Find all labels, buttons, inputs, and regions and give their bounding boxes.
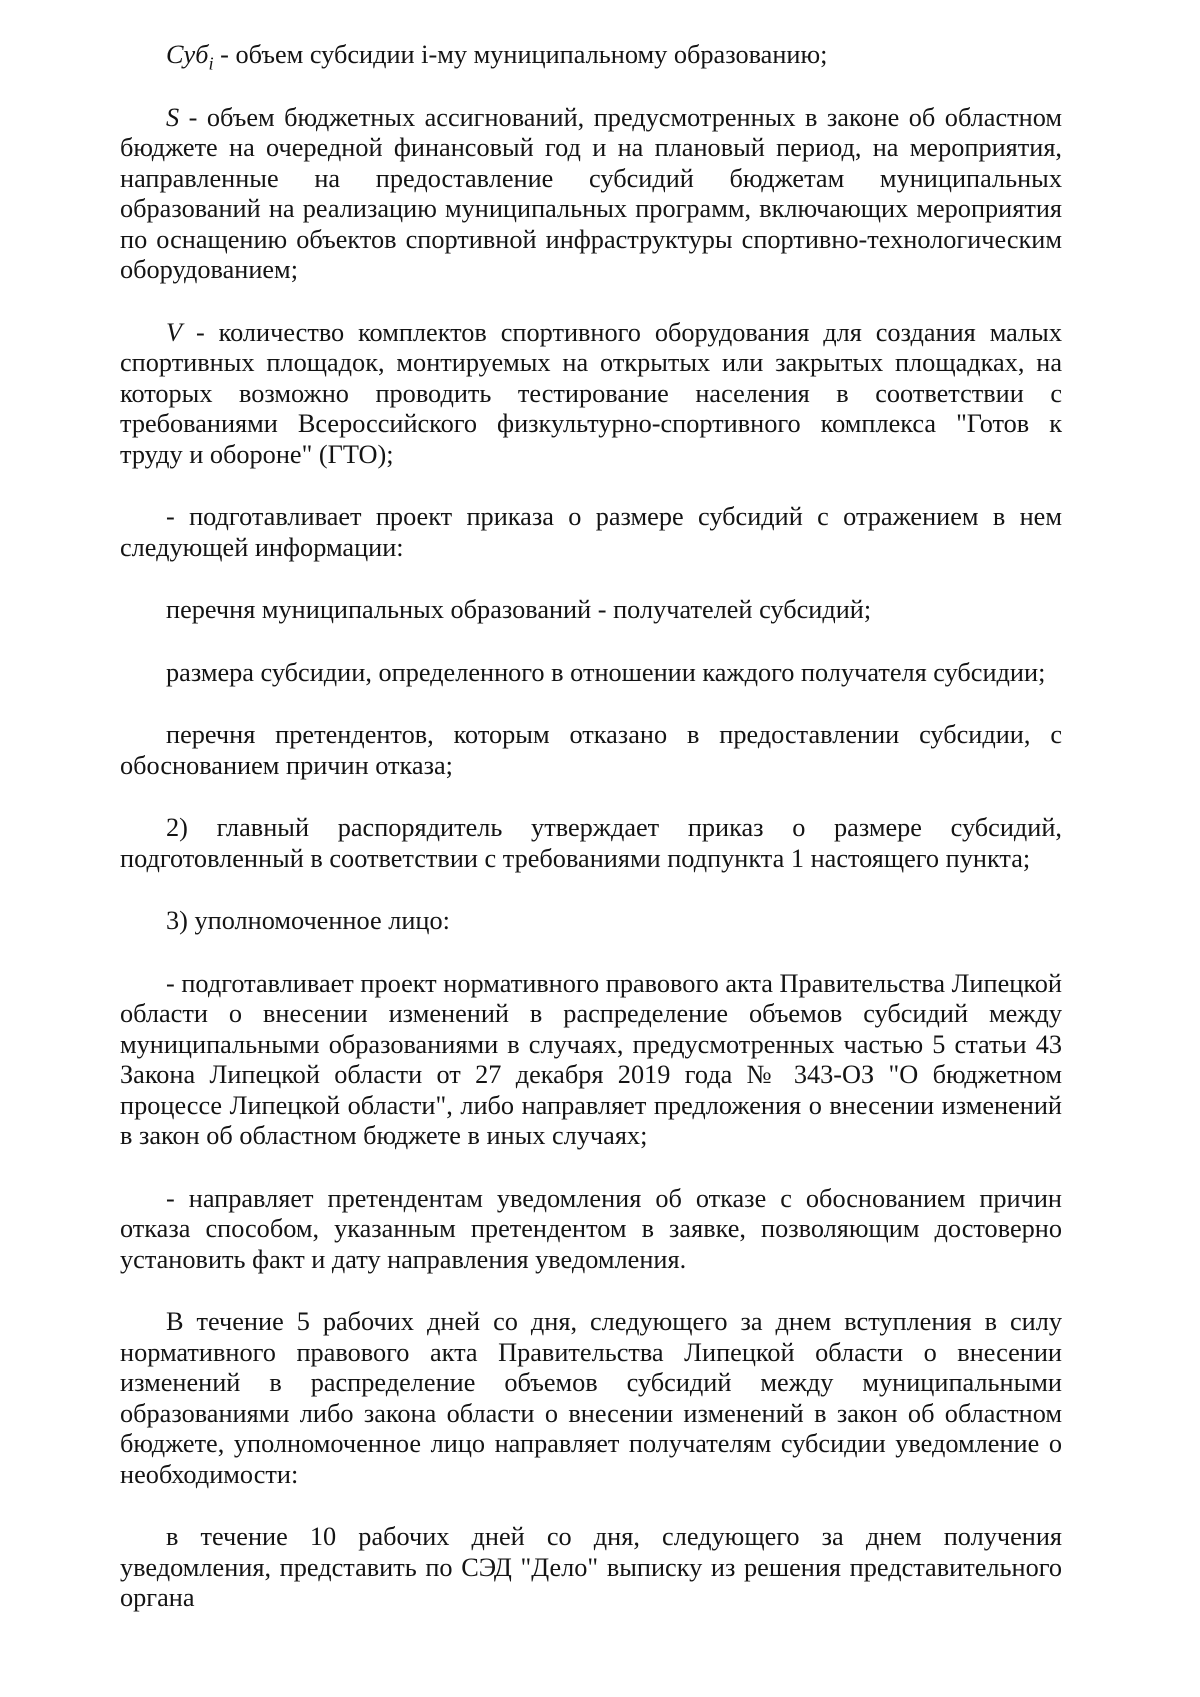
paragraph-v-definition — [120, 318, 1062, 471]
paragraph-text: - объем бюджетных ассигнований, предусмотренных в законе об областном бюджете на очередной финансовый год и на плановый период, на мероприятия, направленные на предоставление субсидий бюджетам муниципальных образований на реализацию муниципальных программ, включающих мероприятия по оснащению объектов спортивной инфраструктуры спортивно-технологическим оборудованием; — [120, 102, 1062, 284]
paragraph-s-definition — [120, 103, 1062, 286]
document-page — [120, 40, 1062, 1646]
paragraph-text: - количество комплектов спортивного оборудования для создания малых спортивных площадок, монтируемых на открытых или закрытых площадках, на которых возможно проводить тестирование населения в соответствии с требованиями Всероссийского физкультурно-спортивного комплекса "Готов к труду и обороне" (ГТО); — [120, 317, 1062, 469]
paragraph-list-municipalities: перечня муниципальных образований - получателей субсидий; — [166, 595, 872, 624]
formula-variable: V — [166, 317, 183, 347]
paragraph-order-draft: - подготавливает проект приказа о размере субсидий с отражением в нем следующей информации: — [120, 502, 1062, 562]
paragraph-refusal-notice: - направляет претендентам уведомления об отказе с обоснованием причин отказа способом, указанным претендентом в заявке, позволяющим достоверно установить факт и дату направления уведомления. — [120, 1183, 1062, 1274]
paragraph-item-3: 3) уполномоченное лицо: — [166, 906, 450, 935]
paragraph-subsidy-definition — [120, 40, 1062, 74]
formula-variable: Суб$_i$ — [166, 40, 214, 74]
paragraph-regulation-draft: - подготавливает проект нормативного правового акта Правительства Липецкой области о внесении изменений в распределение объемов субсидий между муниципальными образованиями в случаях, предусмотренных частью 5 статьи 43 Закона Липецкой области от 27 декабря 2019 года № 343-ОЗ "О бюджетном процессе Липецкой области", либо направляет предложения о внесении изменений в закон об областном бюджете в иных случаях; — [120, 968, 1062, 1150]
paragraph-refused-applicants: перечня претендентов, которым отказано в предоставлении субсидии, с обоснованием причин отказа; — [120, 720, 1062, 780]
paragraph-subsidy-size: размера субсидии, определенного в отношении каждого получателя субсидии; — [166, 657, 1046, 687]
formula-subscript: i — [208, 53, 214, 74]
paragraph-text: - объем субсидии i-му муниципальному образованию; — [213, 40, 828, 69]
paragraph-five-days: В течение 5 рабочих дней со дня, следующего за днем вступления в силу нормативного правового акта Правительства Липецкой области о внесении изменений в распределение объемов субсидий между муниципальными образованиями либо закона области о внесении изменений в закон об областном бюджете, уполномоченное лицо направляет получателям субсидии уведомление о необходимости: — [120, 1307, 1062, 1489]
paragraph-ten-days: в течение 10 рабочих дней со дня, следующего за днем получения уведомления, представить по СЭД "Дело" выписку из решения представительного органа — [120, 1522, 1062, 1612]
formula-variable: S — [166, 102, 180, 132]
paragraph-item-2: 2) главный распорядитель утверждает приказ о размере субсидий, подготовленный в соответствии с требованиями подпункта 1 настоящего пункта; — [120, 813, 1062, 873]
